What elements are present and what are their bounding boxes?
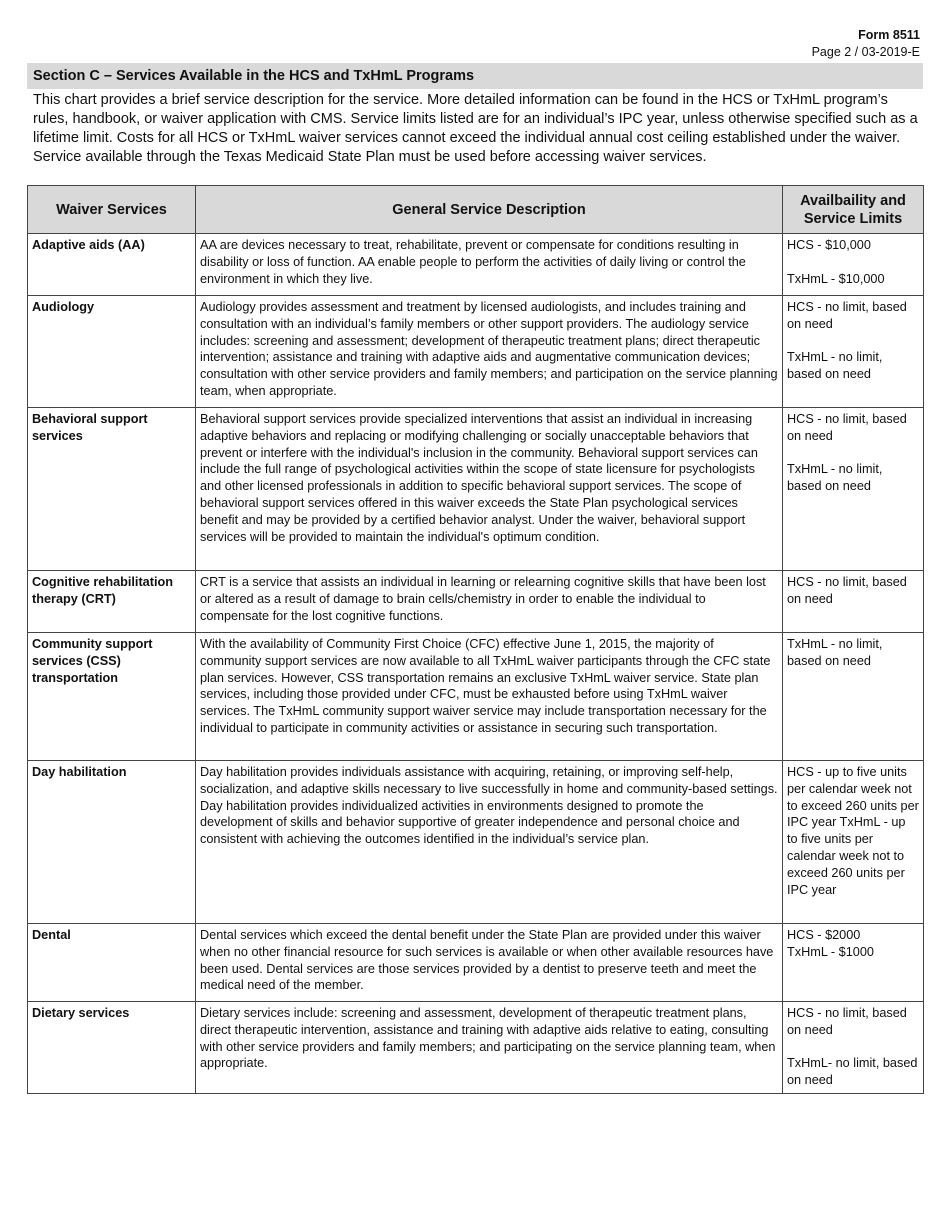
limit-line: HCS - up to five units per calendar week not to exceed 260 units per IPC year TxHmL - up to five units per calendar week not to exceed 260 units per IPC year xyxy=(787,765,919,897)
limit-line: HCS - $10,000 xyxy=(787,238,871,252)
service-description: CRT is a service that assists an individual in learning or relearning cognitive skills that have been lost or altered as a result of damage to brain cells/chemistry in order to enable the individual to compensate for the lost cognitive functions. xyxy=(196,571,783,633)
section-intro: This chart provides a brief service description for the service. More detailed information can be found in the HCS or TxHmL program’s rules, handbook, or waiver application with CMS. Service limits listed are for an individual’s IPC year, unless otherwise specified such as a lifetime limit. Costs for all HCS or TxHmL waiver services cannot exceed the individual annual cost ceiling established under the waiver. Service available through the Texas Medicaid State Plan must be used before accessing waiver services. xyxy=(33,92,918,165)
service-limits xyxy=(783,761,924,924)
table-row xyxy=(28,1002,924,1094)
table-row xyxy=(28,234,924,296)
service-description: Dental services which exceed the dental benefit under the State Plan are provided under this waiver when no other financial resource for such services is available or when other available resources have been used. Dental services are those services provided by a dentist to preserve teeth and meet the medical need of the member. xyxy=(196,924,783,1002)
service-name: Adaptive aids (AA) xyxy=(28,234,196,296)
service-limits xyxy=(783,296,924,408)
form-number: Form 8511 xyxy=(858,28,920,42)
limit-line: TxHmL - no limit, based on need xyxy=(787,462,883,494)
service-name: Dietary services xyxy=(28,1002,196,1094)
header-waiver-services: Waiver Services xyxy=(28,186,196,234)
table-row xyxy=(28,633,924,761)
service-name: Behavioral support services xyxy=(28,408,196,571)
section-title: Section C – Services Available in the HCS and TxHmL Programs xyxy=(27,63,923,89)
service-description: Day habilitation provides individuals assistance with acquiring, retaining, or improving self-help, socialization, and adaptive skills necessary to live successfully in home and community-based settings. Day habilitation provides individualized activities in environments designed to promote the development of skills and behavior supportive of greater independence and personal choice and consistent with achieving the outcomes identified in the individual’s service plan. xyxy=(196,761,783,924)
service-name: Day habilitation xyxy=(28,761,196,924)
limit-line: HCS - no limit, based on need xyxy=(787,575,907,606)
service-description: Dietary services include: screening and assessment, development of therapeutic treatment plans, direct therapeutic intervention, assistance and training with adaptive aids relative to eating, consulting with other service providers and family members; and participating on the service planning team, when appropriate. xyxy=(196,1002,783,1094)
limit-line: TxHmL - $1000 xyxy=(787,944,874,959)
service-limits xyxy=(783,234,924,296)
limit-line: TxHmL - $10,000 xyxy=(787,271,885,286)
page-info: Page 2 / 03-2019-E xyxy=(811,45,920,59)
limit-line: HCS - no limit, based on need xyxy=(787,412,907,443)
service-limits xyxy=(783,924,924,1002)
limit-line: HCS - no limit, based on need xyxy=(787,300,907,331)
service-name: Community support services (CSS) transportation xyxy=(28,633,196,761)
service-description: Behavioral support services provide specialized interventions that assist an individual in increasing adaptive behaviors and replacing or modifying challenging or socially unacceptable behaviors that prevent or interfere with the individual's inclusion in the community. Behavioral support services can include the full range of psychological activities within the scope of state licensure for psychologists and other licensed professionals in addition to specific behavioral support services. The scope of behavioral support services offered in this waiver exceeds the State Plan psychological services benefit and may be provided by a certified behavior analyst. Under the waiver, behavioral support services will be provided to maintain the individual's optimum condition. xyxy=(196,408,783,571)
limit-line: TxHmL - no limit, based on need xyxy=(787,350,883,382)
table-row xyxy=(28,924,924,1002)
table-row xyxy=(28,296,924,408)
service-limits xyxy=(783,1002,924,1094)
limit-line: TxHmL - no limit, based on need xyxy=(787,637,883,668)
table-row xyxy=(28,408,924,571)
form-header xyxy=(812,27,920,61)
service-name: Cognitive rehabilitation therapy (CRT) xyxy=(28,571,196,633)
service-description: With the availability of Community First Choice (CFC) effective June 1, 2015, the majority of community support services are now available to all TxHmL waiver participants through the CFC state plan services. However, CSS transportation remains an exclusive TxHmL waiver service. State plan services, including those provided under CFC, must be exhausted before using TxHmL waiver services. The TxHmL community support waiver service may include transportation necessary for the individual to participate in community activities or assistance in securing such transportation. xyxy=(196,633,783,761)
service-description: AA are devices necessary to treat, rehabilitate, prevent or compensate for conditions resulting in disability or loss of function. AA enable people to perform the activities of daily living or control the environment in which they live. xyxy=(196,234,783,296)
table-header-row xyxy=(28,186,924,234)
limit-line: TxHmL- no limit, based on need xyxy=(787,1056,918,1088)
service-name: Dental xyxy=(28,924,196,1002)
limit-line: HCS - no limit, based on need xyxy=(787,1006,907,1037)
header-general-description: General Service Description xyxy=(196,186,783,234)
header-availability-limits: Availbaility and Service Limits xyxy=(783,186,924,234)
table-row xyxy=(28,761,924,924)
service-limits xyxy=(783,571,924,633)
service-limits xyxy=(783,633,924,761)
limit-line: HCS - $2000 xyxy=(787,928,861,942)
service-name: Audiology xyxy=(28,296,196,408)
table-row xyxy=(28,571,924,633)
services-table xyxy=(27,185,924,1094)
service-limits xyxy=(783,408,924,571)
service-description: Audiology provides assessment and treatment by licensed audiologists, and includes training and consultation with an individual’s family members or other support providers. The audiology service includes: screening and assessment; development of therapeutic treatment plans; direct therapeutic intervention; assistance and training with adaptive aids and augmentative communication devices; consultation with other service providers and family members; and participation on the service planning team, when appropriate. xyxy=(196,296,783,408)
table-body xyxy=(28,234,924,1094)
